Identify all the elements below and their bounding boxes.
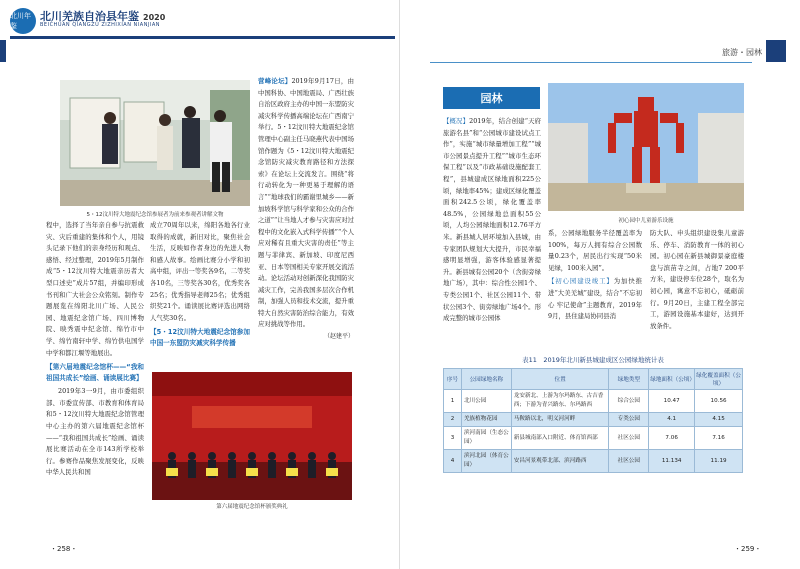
park-name: 北川公园	[461, 390, 511, 413]
right-column-2	[548, 228, 642, 323]
park-cover: 10.56	[695, 390, 743, 413]
table-header-cell: 序号	[444, 369, 462, 390]
table-header-cell: 绿化覆盖面积（公顷）	[695, 369, 743, 390]
col2-paragraph: 成立70周年以来，绵阳各地各行业取得的成就，新旧对比，聚焦社会生活，反映如作者身边的先进人物和感人故事。绘画比赛分小学和初高中组，评出一等奖各9名，二等奖各10名，三等奖各30名，优秀奖各25名；优秀指导老师25名；优秀组织奖21个。诵读展比赛评选出网络人气奖30名。	[150, 221, 250, 322]
overview-paragraph: 2019年，结合创建“天府旅游名县”和“公园城市建设试点工作”，实施“城市绿量增加工程”“城市公园景点提升工程”“城市生态环保工程”以及“市政基础设施配套工程”，县城建成区绿地面积225公顷，绿地率45%；建成区绿化覆盖面积242.5公顷，绿化覆盖率48.5%，公园绿地总面积55公顷，人均公园绿地面积12.76平方米。新县城人居环境加入县城，由专家团队规划大大提升，市民幸福感明显增强，游客体验感显著提升。新县城有公园20个（含街旁绿地广场），其中：综合性公园1个、专类公园1个、社区公园11个、带状公园3个、街旁绿地广场4个。形成完整的城市公园体	[443, 117, 542, 323]
park-area: 7.06	[649, 427, 695, 450]
park-cover: 7.16	[695, 427, 743, 450]
book-year: 2020	[143, 13, 166, 22]
table-row	[444, 413, 743, 427]
robot-photo-caption: 初心园中儿童游乐设施	[618, 218, 674, 224]
park-area: 4.1	[649, 413, 695, 427]
col3-paragraph: 2019年9月17日，由中国科协、中国地震局、广西壮族自治区政府主办的中国一东盟防灾减灾科学传播高端论坛在广西南宁举行。5・12汶川特大地震纪念馆管理中心副主任马晓燕代表中国场馆作题为《5・12汶川特大地震纪念馆防灾减灾教育路径和方法探索》在论坛上交流发言。围绕“将行动转化为一种更易于理解的语言”“地球我们的霸谢里城乡——新加坡科学馆与科学家和公众的合作之道”“让当地人才参与灾害应对过程中的文化嵌入式科学传播”“个人应对稀有且重大灾害的责任”等主题与菲律宾、新加坡、印度尼西亚、日本等国相关专家开展交流活动。论坛活动对创新深化我国防灾减灾工作，完善我国多层次合作机制，加强人员和技术交流，提升重特大自然灾害防治综合能力，有效应对挑战等作用。	[258, 77, 355, 329]
table-header-cell: 位置	[511, 369, 609, 390]
col1-paragraph: 程中，选择了当年亲自参与抗震救灾、灾后重建的集体和个人，用镜头记录下他们的亲身经历和观点、感悟、经过整理，2019年5月制作成“5・12汶川特大地震亲历者大型口述史”成片57组，并编印形成书刊和广大社会公众铭刻。制作专题展览在绵阳北川广场、人民公园、地震纪念馆广场、四川博物院、映秀震中纪念馆、绵竹市中学、绵竹南轩中学、绵竹供电国学中学和都江堰等地展出。	[46, 221, 144, 357]
park-cover: 11.19	[695, 450, 743, 473]
left-column-3	[258, 76, 354, 343]
right-col2-paragraph: 系，公园绿地服务半径覆盖率为100%，每万人拥有综合公园数量0.23个，居民出行实现“50米见绿，100米入园”。	[548, 229, 642, 272]
table-title: 表11 2019年北川新县城建成区公园绿地统计表	[522, 356, 664, 364]
park-location: 新县城南部入口附近、体育馆西部	[511, 427, 609, 450]
table-header-cell: 公园绿地名称	[461, 369, 511, 390]
col1-paragraph-2: 2019年3一9月，由市委组织部、市委宣传部、市教育和体育局和5・12汶川特大地震纪念馆管理中心主办的第六届地震纪念馆杯——“我和祖国共成长”绘画、诵读展比赛活动在全市143所学校举行。参赛作品聚焦发展变化，反映中华人民共和国	[46, 387, 144, 477]
park-location: 马鞍路以北，明义河河畔	[511, 413, 609, 427]
table-row	[444, 390, 743, 413]
row-number: 1	[444, 390, 462, 413]
table-row	[444, 450, 743, 473]
left-edge-tab	[0, 40, 6, 62]
park-type: 专类公园	[609, 413, 649, 427]
right-column-1	[443, 116, 541, 325]
park-statistics-table	[443, 368, 743, 473]
park-area: 11.134	[649, 450, 695, 473]
park-name: 羌族植物花园	[461, 413, 511, 427]
logo-text: 北川年鉴	[10, 12, 31, 30]
park-name: 滨河北园（体育公园）	[461, 450, 511, 473]
park-cover: 4.15	[695, 413, 743, 427]
col1-subhead: 【第六届地震纪念馆杯——“我和祖国共成长”绘画、诵读展比赛】	[46, 363, 144, 383]
yearbook-logo-icon	[10, 8, 36, 34]
right-column-3	[650, 228, 744, 332]
initial-park-label: 【初心园建设竣工】	[548, 277, 614, 286]
table-header-cell: 绿地面积（公顷）	[649, 369, 695, 390]
right-header-rule	[430, 62, 752, 63]
robot-park-photo	[548, 83, 744, 211]
park-type: 综合公园	[609, 390, 649, 413]
right-col3-paragraph: 防大队、申头组织建设集儿童游乐、停车、消防教育一体的初心园。初心园在新县城御景豪庭楼盘与滨苗寺之间，占地7 200平方米，建设停车位28个，取名为初心园，寓意不忘初心，砥砺前行。9月20日，主建工程全部完工，游园设施基本建好，达到开放条件。	[650, 229, 744, 330]
park-location: 安昌河景观带北部、滨河路西	[511, 450, 609, 473]
ceremony-photo	[152, 372, 352, 500]
section-title-banner: 园林	[443, 87, 540, 109]
park-type: 社区公园	[609, 450, 649, 473]
table-row	[444, 427, 743, 450]
header-rule	[10, 36, 395, 39]
left-page-number: ・258・	[50, 545, 78, 553]
row-number: 4	[444, 450, 462, 473]
ceremony-photo-caption: 第六届地震纪念馆杯颁奖典礼	[216, 504, 288, 510]
exhibition-photo-caption: 5・12汶川特大地震纪念馆参展者为前来参观者讲解文物	[86, 212, 224, 218]
overview-label: 【概况】	[443, 117, 470, 125]
initial-park-paragraph: 为加快推进“大美羌城”建设，结合“不忘初心 牢记使命”主题教育，2019年9月，县住建局协同县消	[548, 277, 643, 321]
col3-subhead-tail: 营峰论坛】	[258, 77, 292, 85]
book-title-text: 北川羌族自治县年鉴	[40, 10, 139, 23]
park-name: 滨河南园（生态公园）	[461, 427, 511, 450]
row-number: 3	[444, 427, 462, 450]
table-header-cell: 绿地类型	[609, 369, 649, 390]
exhibition-photo	[60, 80, 250, 206]
left-column-1	[46, 220, 144, 479]
park-location: 龙安新北、上游为尔玛路东、古吉香西；下游为青兴路东、尔玛路西	[511, 390, 609, 413]
row-number: 2	[444, 413, 462, 427]
left-column-2	[150, 220, 250, 351]
section-running-head: 旅游・园林	[722, 48, 762, 57]
col2-subhead: 【5・12汶川特大地震纪念馆参加中国一东盟防灾减灾科学传播	[150, 328, 250, 348]
park-area: 10.47	[649, 390, 695, 413]
right-page-number: ・259・	[734, 545, 762, 553]
col3-author: （赵建平）	[323, 333, 354, 341]
book-subtitle: BEICHUAN QIANGZU ZIZHIXIAN NIANJIAN	[40, 22, 161, 28]
park-type: 社区公园	[609, 427, 649, 450]
right-edge-tab	[766, 40, 786, 62]
table-header-row	[444, 369, 743, 390]
